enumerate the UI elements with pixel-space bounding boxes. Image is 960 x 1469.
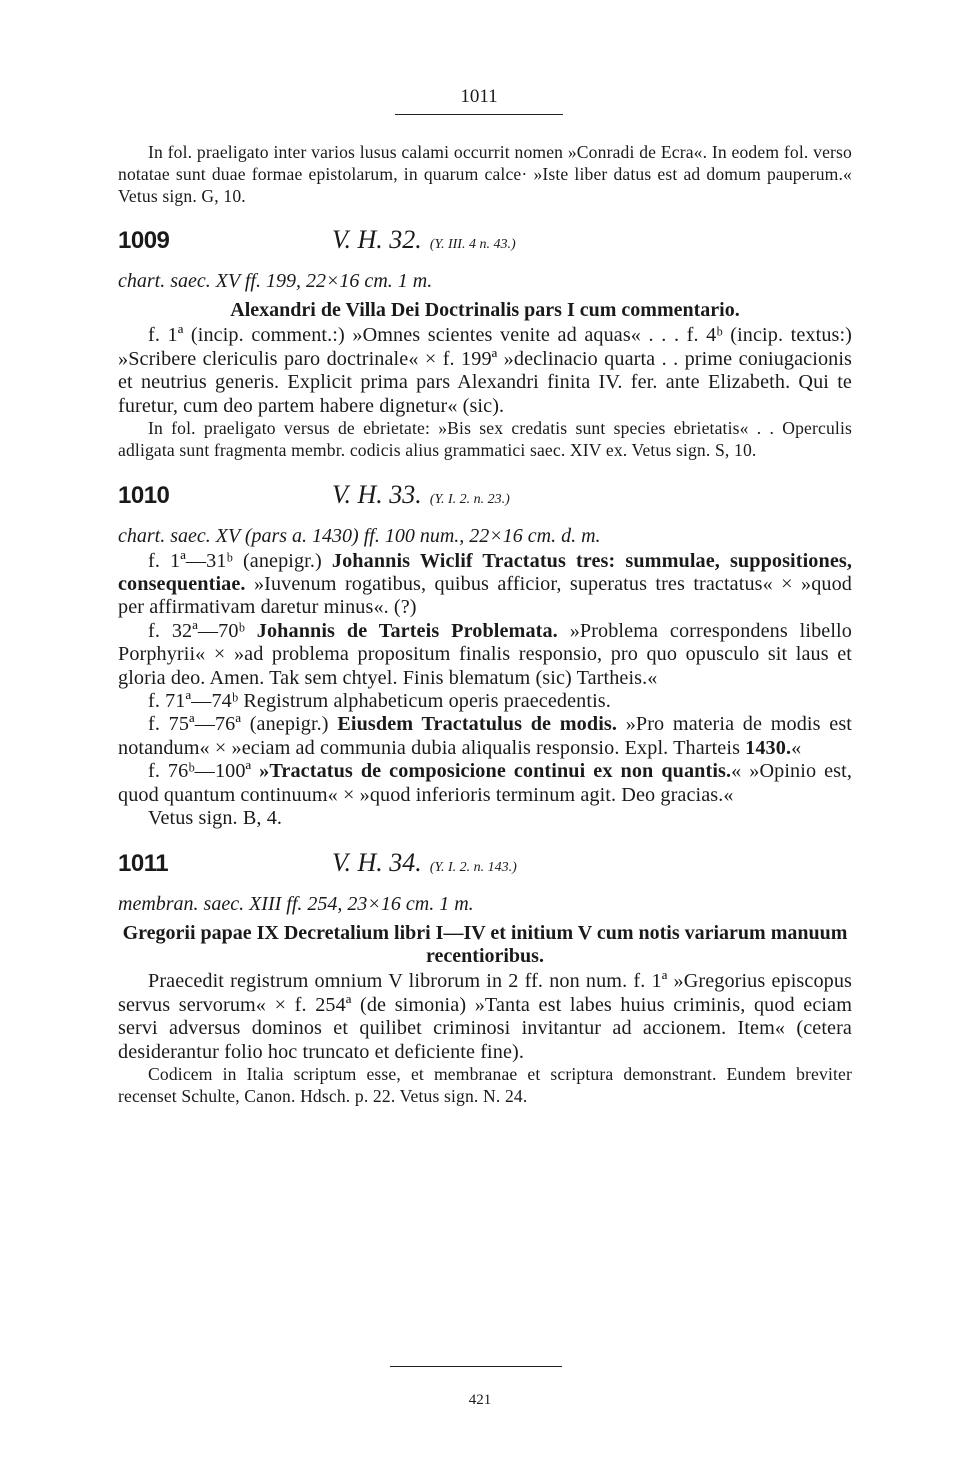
entry-heading [118, 480, 852, 520]
incipit-explicit: « »Opinio est, quod quantum continuum« × »quod inferioris terminum agit. Deo gracias.« [118, 760, 852, 806]
contents-item [118, 620, 852, 690]
contents-item: f. 71ª—74ᵇ Registrum alphabeticum operis praecedentis. [148, 690, 611, 713]
contents-paragraph: f. 1ª (incip. comment.:) »Omnes scientes venite ad aquas« . . . f. 4ᵇ (incip. textus:) »Scribere clericulis paro doctrinale« × f. 199ª »declinacio quarta . . prime coniugacionis et neutrius generis. Explicit prima pars Alexandri finita IV. fer. ante Elizabeth. Qui te furetur, cum deo partem habere dignetur« (sic). [118, 324, 852, 417]
page-number: 421 [468, 1392, 492, 1408]
incipit-explicit: »Problema correspondens libello Porphyrii« × »ad problema propositum finalis responsio, pro quo opusculo sit laus et gloria deo. Amen. Tak sem chtyel. Finis blematum (sic) Tartheis.« [118, 619, 852, 689]
entry-1011 [118, 848, 852, 1107]
closing-quote: « [791, 736, 802, 759]
header-rule [395, 114, 563, 115]
shelf-signature: V. H. 34. [332, 848, 422, 878]
old-signature: (Y. I. 2. n. 23.) [429, 491, 510, 507]
physical-description: membran. saec. XIII ff. 254, 23×16 cm. 1 m. [118, 893, 474, 916]
entry-title: Alexandri de Villa Dei Doctrinalis pars I cum commentario. [230, 299, 740, 322]
folio-range: f. 75ª—76ª (anepigr.) [148, 713, 338, 736]
entry-number: 1010 [118, 481, 170, 509]
old-signature: (Y. I. 2. n. 143.) [429, 860, 517, 876]
work-title: Eiusdem Tractatulus de modis. [337, 713, 618, 736]
work-title: Johannis de Tarteis Problemata. [256, 619, 558, 642]
shelf-signature: V. H. 33. [332, 479, 422, 509]
shelf-signature: V. H. 32. [332, 225, 422, 255]
folio-range: f. 32ª—70ᵇ [148, 619, 257, 642]
incipit-explicit: »Iuvenum rogatibus, quibus afficior, superatus tres tractatus« × »quod per affirmativam daretur minus«. (?) [118, 573, 852, 619]
contents-item [118, 550, 852, 620]
contents-item [118, 713, 852, 760]
physical-description: chart. saec. XV ff. 199, 22×16 cm. 1 m. [118, 270, 433, 293]
date: 1430. [745, 736, 792, 759]
running-head: 1011 [460, 86, 498, 107]
entry-title: Gregorii papae IX Decretalium libri I—IV et initium V cum notis variarum manuum recentioribus. [122, 922, 848, 968]
notes-paragraph: Codicem in Italia scriptum esse, et membranae et scriptura demonstrant. Eundem breviter recenset Schulte, Canon. Hdsch. p. 22. Vetus sign. N. 24. [118, 1064, 852, 1106]
contents-paragraph: Praecedit registrum omnium V librorum in 2 ff. non num. f. 1ª »Gregorius episcopus servus servorum« × f. 254ª (de simonia) »Tanta est labes huius criminis, quod eciam servi adversus dominos et quilibet criminosi invitantur ad accionem. Item« (cetera desiderantur folio hoc truncato et deficiente fine). [118, 970, 852, 1063]
incipit-explicit: »Pro materia de modis est notandum« × »eciam ad communia dubia aliqualis responsio. Expl. Tharteis [118, 713, 852, 759]
entry-number: 1011 [118, 850, 169, 878]
entry-heading [118, 225, 852, 265]
intro-note: In fol. praeligato inter varios lusus calami occurrit nomen »Conradi de Ecra«. In eodem fol. verso notatae sunt duae formae epistolarum, in quarum calce· »Iste liber datus est ad domum pauperum.« Vetus sign. G, 10. [118, 142, 852, 206]
work-title: Johannis Wiclif Tractatus tres: summulae, suppositiones, consequentiae. [118, 549, 852, 596]
entry-1009 [118, 225, 852, 461]
footer-rule [390, 1366, 562, 1367]
notes-paragraph: In fol. praeligato versus de ebrietate: »Bis sex credatis sunt species ebrietatis« . . Operculis adligata sunt fragmenta membr. codicis alius grammatici saec. XIV ex. Vetus sign. S, 10. [118, 418, 852, 460]
entry-1010 [118, 480, 852, 831]
physical-description: chart. saec. XV (pars a. 1430) ff. 100 num., 22×16 cm. d. m. [118, 524, 601, 547]
folio-range: f. 1ª—31ᵇ (anepigr.) [148, 549, 332, 572]
work-title: »Tractatus de composicione continui ex non quantis. [259, 760, 732, 783]
folio-range: f. 76ᵇ—100ª [148, 760, 260, 783]
entry-heading [118, 848, 852, 888]
entry-number: 1009 [118, 227, 170, 255]
page-content [118, 142, 852, 1108]
contents-item [118, 760, 852, 807]
old-signature: (Y. III. 4 n. 43.) [429, 237, 516, 253]
old-shelfmark: Vetus sign. B, 4. [148, 807, 283, 830]
